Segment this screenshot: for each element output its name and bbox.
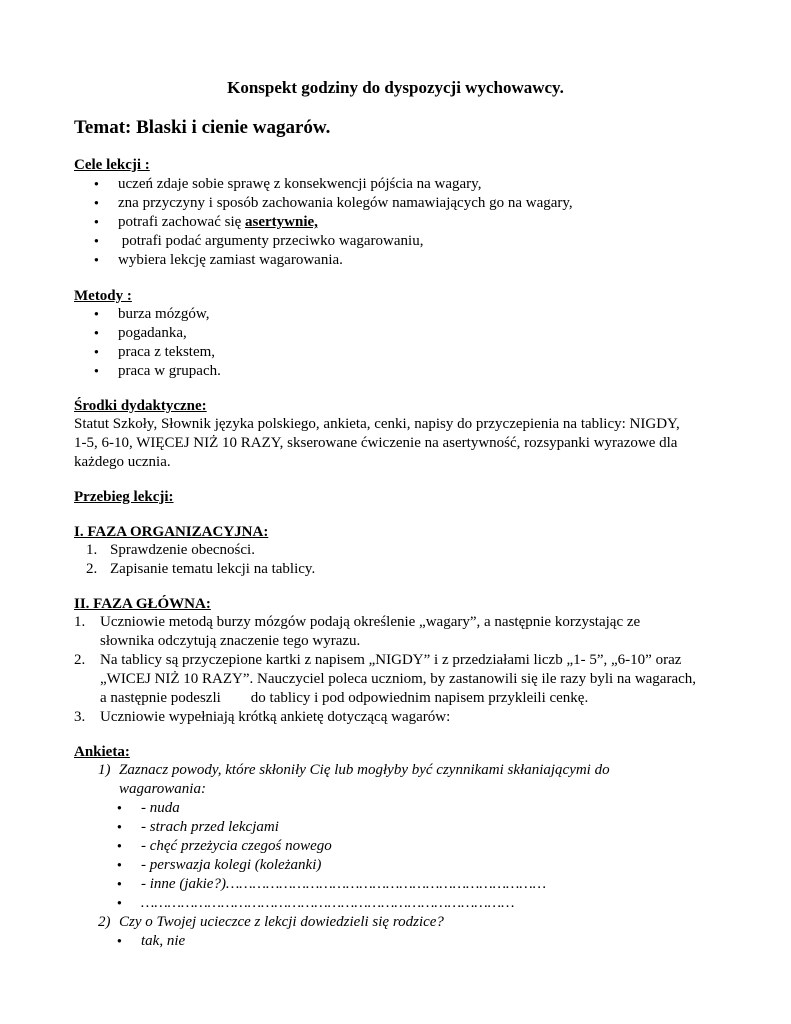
bullet-icon (117, 933, 141, 950)
bullet-icon (94, 252, 118, 269)
list-item-line: Uczniowie wypełniają krótką ankietę dotyczącą wagarów: (100, 709, 451, 725)
bullet-icon (117, 800, 141, 817)
list-item: ●burza mózgów, (94, 306, 210, 323)
list-item: ●praca w grupach. (94, 363, 221, 380)
bullet-icon (94, 176, 118, 193)
bullet-icon (117, 838, 141, 855)
bullet-icon (94, 195, 118, 212)
lesson-course-heading: Przebieg lekcji: (74, 489, 174, 505)
list-item-line: a następnie podeszli do tablicy i pod odpowiednim napisem przykleili cenkę. (100, 690, 589, 706)
list-item: ●uczeń zdaje sobie sprawę z konsekwencji pójścia na wagary, (94, 176, 481, 193)
list-item: ● potrafi podać argumenty przeciwko wagarowaniu, (94, 233, 423, 250)
list-item-line: Uczniowie metodą burzy mózgów podają określenie „wagary”, a następnie korzystając ze (100, 614, 641, 630)
paragraph-line: każdego ucznia. (74, 454, 171, 470)
survey-option: ●- perswazja kolegi (koleżanki) (117, 857, 321, 874)
list-item: ●potrafi zachować się asertywnie, (94, 214, 318, 231)
list-item: ●praca z tekstem, (94, 344, 215, 361)
paragraph-line: 1-5, 6-10, WIĘCEJ NIŻ 10 RAZY, skserowane ćwiczenie na asertywność, rozsypanki wyrazowe dla (74, 435, 678, 451)
survey-option: ●- nuda (117, 800, 180, 817)
bullet-icon (94, 306, 118, 323)
document-title: Konspekt godziny do dyspozycji wychowawcy. (227, 78, 564, 97)
question-line: Czy o Twojej ucieczce z lekcji dowiedzieli się rodzice? (119, 914, 444, 930)
survey-option: ●- inne (jakie?)……………………………………………………………… (117, 876, 546, 893)
bullet-icon (94, 344, 118, 361)
bullet-icon (117, 876, 141, 893)
bullet-icon (94, 214, 118, 231)
assertive-emphasis: asertywnie, (245, 214, 318, 230)
teaching-aids-heading: Środki dydaktyczne: (74, 398, 207, 414)
bullet-icon (117, 819, 141, 836)
list-item: ●zna przyczyny i sposób zachowania kolegów namawiających go na wagary, (94, 195, 573, 212)
question-line: Zaznacz powody, które skłoniły Cię lub mogłyby być czynnikami skłaniającymi do (119, 762, 610, 778)
list-item-line: słownika odczytują znaczenie tego wyrazu. (100, 633, 361, 649)
bullet-icon (94, 325, 118, 342)
list-item: 1. Sprawdzenie obecności. (86, 542, 255, 558)
question-number: 2) (98, 914, 111, 930)
bullet-icon (94, 233, 118, 250)
bullet-icon (117, 857, 141, 874)
list-item-line: „WICEJ NIŻ 10 RAZY”. Nauczyciel poleca uczniom, by zastanowili się ile razy byli na wagarach, (100, 671, 697, 687)
question-line: wagarowania: (119, 781, 206, 797)
survey-option: ●- chęć przeżycia czegoś nowego (117, 838, 332, 855)
goals-heading: Cele lekcji : (74, 157, 150, 173)
paragraph-line: Statut Szkoły, Słownik języka polskiego, ankieta, cenki, napisy do przyczepienia na tablicy: NIGDY, (74, 416, 680, 432)
survey-heading: Ankieta: (74, 744, 130, 760)
list-item-number: 2. (74, 652, 86, 668)
list-item-number: 3. (74, 709, 86, 725)
survey-option: ●………………………………………………………………………… (117, 895, 514, 912)
lesson-topic: Temat: Blaski i cienie wagarów. (74, 117, 331, 138)
methods-heading: Metody : (74, 288, 132, 304)
list-item: ●pogadanka, (94, 325, 187, 342)
list-item: 2. Zapisanie tematu lekcji na tablicy. (86, 561, 316, 577)
list-item: ●wybiera lekcję zamiast wagarowania. (94, 252, 343, 269)
bullet-icon (94, 363, 118, 380)
list-item-line: Na tablicy są przyczepione kartki z napisem „NIGDY” i z przedziałami liczb „1- 5”, „6-10” oraz (100, 652, 682, 668)
question-number: 1) (98, 762, 111, 778)
phase-two-heading: II. FAZA GŁÓWNA: (74, 596, 211, 612)
phase-one-heading: I. FAZA ORGANIZACYJNA: (74, 524, 269, 540)
survey-option: ●tak, nie (117, 933, 185, 950)
survey-option: ●- strach przed lekcjami (117, 819, 279, 836)
list-item-number: 1. (74, 614, 86, 630)
bullet-icon (117, 895, 141, 912)
